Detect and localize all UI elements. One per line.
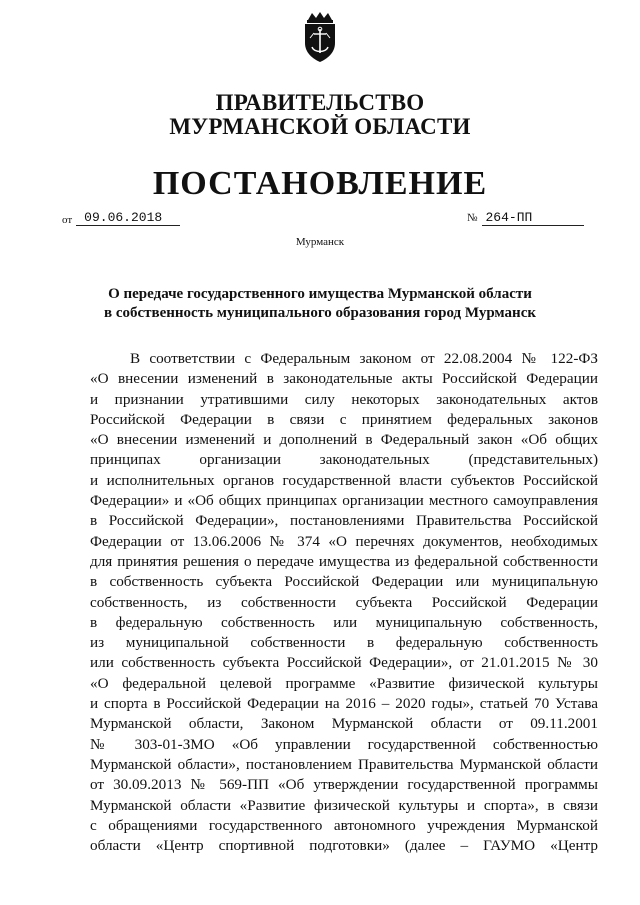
body-line: и признании утратившими силу некоторых законодательных актов bbox=[90, 390, 598, 408]
body-line: Мурманской области», постановлением Правительства Мурманской области bbox=[90, 755, 598, 773]
body-line: и спорта в Российской Федерации на 2016 – 2020 годы», статьей 70 Устава bbox=[90, 695, 598, 713]
body-line: и исполнительных органов государственной власти субъектов Российской bbox=[90, 471, 598, 489]
body-line: Мурманской области, Законом Мурманской области от 09.11.2001 bbox=[90, 715, 598, 733]
city-label: Мурманск bbox=[295, 236, 345, 248]
body-line: собственность, из собственности субъекта Российской Федерации bbox=[90, 593, 598, 611]
subject-line1: О передаче государственного имущества Мурманской области bbox=[108, 286, 532, 302]
body-line: «О внесении изменений и дополнений в Федеральный закон «Об общих bbox=[90, 431, 598, 449]
body-line: или собственность субъекта Российской Федерации», от 21.01.2015 № 30 bbox=[90, 654, 598, 672]
body-line: «О федеральной целевой программе «Развитие физической культуры bbox=[90, 674, 598, 692]
body-line: из муниципальной собственности в федеральную собственность bbox=[90, 634, 598, 652]
body-line: № 303-01-ЗМО «Об управлении государственной собственностью bbox=[90, 735, 598, 753]
subject-line2: в собственность муниципального образования город Мурманск bbox=[103, 305, 536, 321]
body-line: от 30.09.2013 № 569-ПП «Об утверждении государственной программы bbox=[90, 776, 598, 794]
date-field bbox=[62, 208, 180, 226]
body-line: Мурманской области «Развитие физической культуры и спорта», в связи bbox=[90, 796, 598, 814]
body-paragraph bbox=[90, 349, 598, 856]
document-date: 09.06.2018 bbox=[76, 210, 180, 226]
body-line: в федеральную собственность или муниципальную собственность, bbox=[90, 613, 598, 631]
document-type-title: ПОСТАНОВЛЕНИЕ bbox=[152, 165, 488, 202]
body-line: В соответствии с Федеральным законом от 22.08.2004 № 122-ФЗ bbox=[130, 350, 598, 367]
body-line: «О внесении изменений в законодательные акты Российской Федерации bbox=[90, 370, 598, 388]
body-line: области «Центр спортивной подготовки» (далее – ГАУМО «Центр bbox=[90, 837, 598, 855]
body-line: в собственность субъекта Российской Федерации или муниципальную bbox=[90, 573, 598, 591]
government-title-line1: ПРАВИТЕЛЬСТВО bbox=[215, 90, 425, 115]
body-line: для принятия решения о передаче имущества из федеральной собственности bbox=[90, 552, 598, 570]
number-field bbox=[467, 208, 584, 226]
date-prefix: от bbox=[62, 214, 73, 226]
body-line: Федерации» и «Об общих принципах организации местного самоуправления bbox=[90, 492, 598, 510]
body-line: с обращениями государственного автономного учреждения Мурманской bbox=[90, 816, 598, 834]
document-number: 264-ПП bbox=[482, 210, 584, 226]
body-line: принципах организации законодательных (представительных) bbox=[90, 451, 598, 469]
number-prefix: № bbox=[467, 212, 478, 224]
body-line: в Российской Федерации», постановлениями Правительства Российской bbox=[90, 512, 598, 530]
body-line: Российской Федерации в связи с принятием федеральных законов bbox=[90, 410, 598, 428]
government-title-line2: МУРМАНСКОЙ ОБЛАСТИ bbox=[169, 114, 471, 139]
body-line: Федерации от 13.06.2006 № 374 «О перечнях документов, необходимых bbox=[90, 532, 598, 550]
coat-of-arms-icon bbox=[299, 11, 341, 63]
